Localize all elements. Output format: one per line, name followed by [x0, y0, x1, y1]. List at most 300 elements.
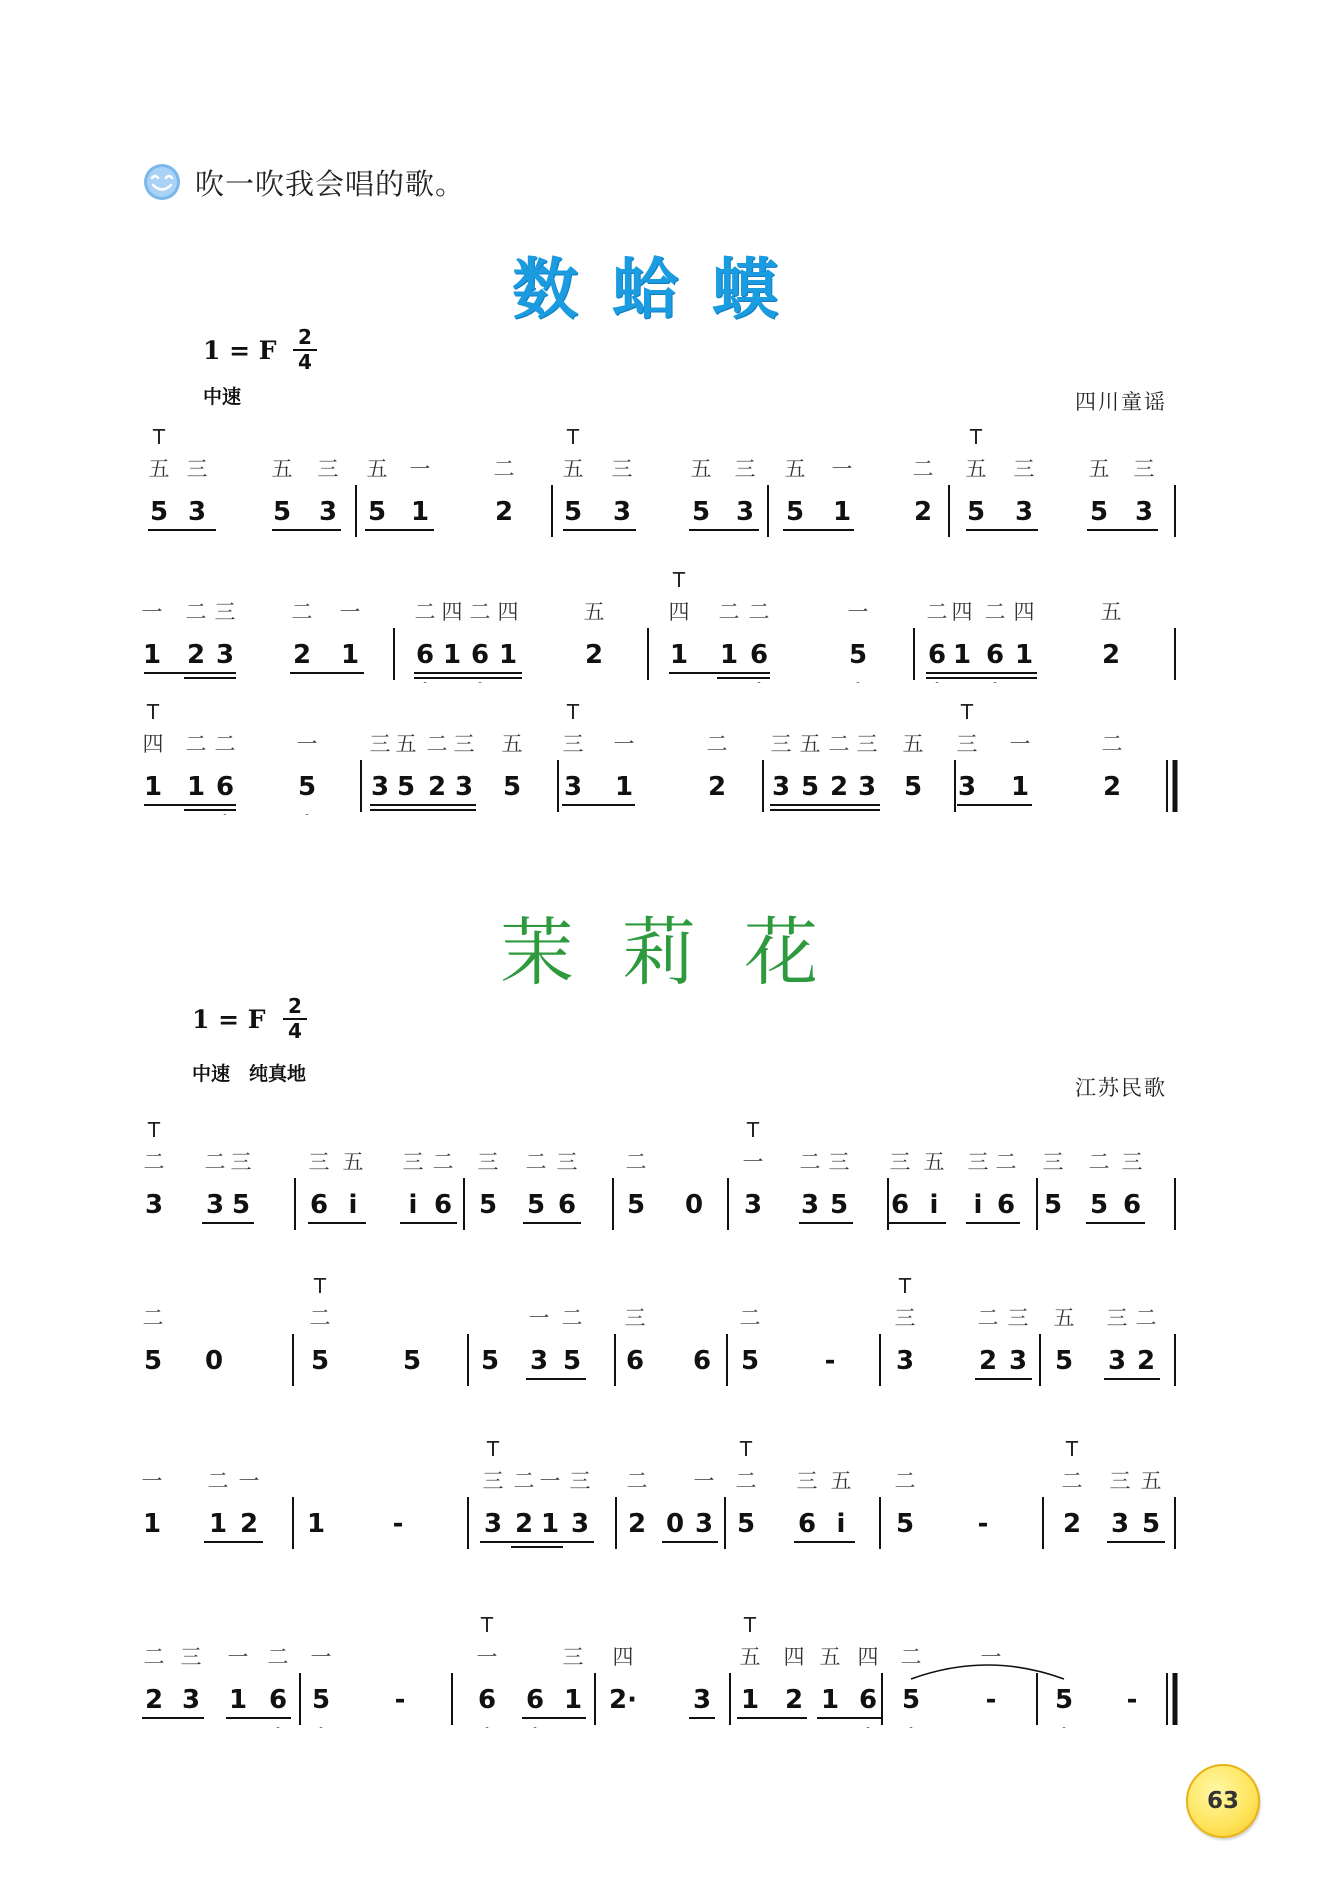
- fingering-label: 三: [1133, 457, 1155, 481]
- note-number: 6: [268, 1685, 288, 1715]
- note-number: 1: [563, 1685, 583, 1715]
- fingering-label: 五: [690, 457, 712, 481]
- note-number: -: [824, 1346, 836, 1376]
- note-number: 1: [540, 1509, 560, 1539]
- technique-mark: T: [1065, 1437, 1079, 1461]
- technique-mark: T: [480, 1613, 494, 1637]
- instruction: [143, 162, 465, 202]
- note-number: 5: [785, 497, 805, 527]
- fingering-label: 一: [296, 732, 318, 756]
- note-number: 3: [454, 772, 474, 802]
- fingering-label: 一: [693, 1469, 715, 1493]
- note-number: 5: [626, 1190, 646, 1220]
- fingering-label: 一: [847, 600, 869, 624]
- note-number: 2: [913, 497, 933, 527]
- note-number: 2: [829, 772, 849, 802]
- song-source-2: 江苏民歌: [1075, 1076, 1167, 1100]
- fingering-label: 五: [923, 1150, 945, 1174]
- fingering-label: 二: [926, 600, 948, 624]
- fingering-label: 三: [402, 1150, 424, 1174]
- fingering-label: 四: [1013, 600, 1035, 624]
- fingering-label: 一: [613, 732, 635, 756]
- fingering-label: 五: [271, 457, 293, 481]
- meter-bottom-1: 4: [298, 350, 312, 374]
- low-octave-dot: [318, 1727, 323, 1728]
- fingering-label: 二: [977, 1306, 999, 1330]
- fingering-label: 五: [965, 457, 987, 481]
- note-number: 5: [1043, 1190, 1063, 1220]
- fingering-label: 一: [528, 1306, 550, 1330]
- song-source-1: 四川童谣: [1075, 390, 1167, 414]
- key-signature-2: 1 = F: [192, 1005, 266, 1034]
- fingering-label: 四: [612, 1645, 634, 1669]
- note-number: 1: [719, 640, 739, 670]
- low-octave-dot: [1061, 1727, 1066, 1728]
- note-number: -: [977, 1509, 989, 1539]
- score-row: [140, 1437, 1180, 1552]
- note-number: 2: [627, 1509, 647, 1539]
- fingering-label: 二: [207, 1469, 229, 1493]
- fingering-label: 二: [414, 600, 436, 624]
- fingering-label: 三: [967, 1150, 989, 1174]
- note-number: 1: [1010, 772, 1030, 802]
- fingering-label: 一: [980, 1645, 1002, 1669]
- note-number: 6: [309, 1190, 329, 1220]
- fingering-label: 三: [889, 1150, 911, 1174]
- note-number: 2: [1062, 1509, 1082, 1539]
- low-octave-dot: [908, 1727, 913, 1728]
- fingering-label: 二: [1135, 1306, 1157, 1330]
- fingering-label: 二: [995, 1150, 1017, 1174]
- fingering-label: 二: [185, 732, 207, 756]
- note-number: 3: [205, 1190, 225, 1220]
- note-number: i: [408, 1190, 418, 1220]
- fingering-label: 三: [1109, 1469, 1131, 1493]
- fingering-label: 一: [831, 457, 853, 481]
- note-number: 6: [215, 772, 235, 802]
- note-number: -: [985, 1685, 997, 1715]
- note-number: 2: [144, 1685, 164, 1715]
- note-number: 1: [832, 497, 852, 527]
- tempo-marking-2: 中速 纯真地: [192, 1063, 307, 1085]
- fingering-label: 五: [1088, 457, 1110, 481]
- note-number: 5: [736, 1509, 756, 1539]
- fingering-label: 三: [180, 1645, 202, 1669]
- note-number: 2·: [609, 1685, 637, 1715]
- low-octave-dot: [484, 1727, 489, 1728]
- fingering-label: 二: [291, 600, 313, 624]
- note-number: 5: [478, 1190, 498, 1220]
- fingering-label: 三: [856, 732, 878, 756]
- note-number: 3: [318, 497, 338, 527]
- note-number: 3: [612, 497, 632, 527]
- note-number: 5: [367, 497, 387, 527]
- fingering-label: 四: [497, 600, 519, 624]
- low-octave-dot: [934, 682, 939, 683]
- note-number: 5: [272, 497, 292, 527]
- fingering-label: 五: [342, 1150, 364, 1174]
- note-number: 5: [1089, 1190, 1109, 1220]
- note-number: 0: [665, 1509, 685, 1539]
- fingering-label: 三: [1042, 1150, 1064, 1174]
- fingering-label: 三: [477, 1150, 499, 1174]
- note-number: 5: [903, 772, 923, 802]
- fingering-label: 一: [310, 1645, 332, 1669]
- fingering-label: 三: [956, 732, 978, 756]
- note-number: i: [929, 1190, 939, 1220]
- notation-lines: [140, 1118, 1190, 1233]
- note-number: 6: [749, 640, 769, 670]
- note-number: 5: [740, 1346, 760, 1376]
- notation-lines: [140, 1437, 1190, 1552]
- low-octave-dot: [275, 1727, 280, 1728]
- note-number: 1: [410, 497, 430, 527]
- note-number: 0: [204, 1346, 224, 1376]
- fingering-label: 一: [238, 1469, 260, 1493]
- note-number: -: [1126, 1685, 1138, 1715]
- note-number: 2: [1136, 1346, 1156, 1376]
- note-number: 3: [529, 1346, 549, 1376]
- fingering-label: 二: [143, 1645, 165, 1669]
- low-octave-dot: [477, 682, 482, 683]
- note-number: 6: [525, 1685, 545, 1715]
- note-number: 1: [952, 640, 972, 670]
- fingering-label: 三: [1007, 1306, 1029, 1330]
- note-number: 5: [829, 1190, 849, 1220]
- note-number: 1: [143, 772, 163, 802]
- notation-lines: [140, 568, 1190, 683]
- fingering-label: 二: [984, 600, 1006, 624]
- note-number: 2: [186, 640, 206, 670]
- note-number: 3: [187, 497, 207, 527]
- note-number: 5: [310, 1346, 330, 1376]
- low-octave-dot: [865, 1727, 870, 1728]
- score-row: [140, 568, 1180, 683]
- note-number: 6: [996, 1190, 1016, 1220]
- time-signature-2: [283, 996, 307, 1042]
- fingering-label: 五: [739, 1645, 761, 1669]
- fingering-label: 二: [143, 1150, 165, 1174]
- note-number: 1: [142, 1509, 162, 1539]
- fingering-label: 二: [309, 1306, 331, 1330]
- fingering-label: 三: [624, 1306, 646, 1330]
- note-number: 2: [1101, 640, 1121, 670]
- note-number: 3: [1107, 1346, 1127, 1376]
- note-number: 1: [142, 640, 162, 670]
- low-octave-dot: [304, 814, 309, 815]
- fingering-label: 五: [830, 1469, 852, 1493]
- note-number: 5: [297, 772, 317, 802]
- fingering-label: 三: [611, 457, 633, 481]
- note-number: 1: [740, 1685, 760, 1715]
- notation-lines: [140, 425, 1190, 540]
- note-number: i: [836, 1509, 846, 1539]
- fingering-label: 三: [734, 457, 756, 481]
- note-number: -: [394, 1685, 406, 1715]
- note-number: 5: [800, 772, 820, 802]
- note-number: 5: [1141, 1509, 1161, 1539]
- note-number: 5: [311, 1685, 331, 1715]
- note-number: 3: [144, 1190, 164, 1220]
- fingering-label: 五: [395, 732, 417, 756]
- note-number: 3: [735, 497, 755, 527]
- technique-mark: T: [898, 1274, 912, 1298]
- fingering-label: 四: [441, 600, 463, 624]
- technique-mark: T: [486, 1437, 500, 1461]
- fingering-label: 二: [828, 732, 850, 756]
- time-signature-1: [293, 327, 317, 373]
- note-number: 6: [985, 640, 1005, 670]
- fingering-label: 二: [426, 732, 448, 756]
- fingering-label: 四: [951, 600, 973, 624]
- technique-mark: T: [672, 568, 686, 592]
- fingering-label: 三: [569, 1469, 591, 1493]
- note-number: -: [392, 1509, 404, 1539]
- notation-lines: [140, 1274, 1190, 1389]
- low-octave-dot: [532, 1727, 537, 1728]
- note-number: 1: [186, 772, 206, 802]
- note-number: 3: [483, 1509, 503, 1539]
- instruction-text: 吹一吹我会唱的歌。: [195, 166, 466, 201]
- fingering-label: 三: [317, 457, 339, 481]
- note-number: 5: [848, 640, 868, 670]
- fingering-label: 三: [482, 1469, 504, 1493]
- note-number: 5: [402, 1346, 422, 1376]
- fingering-label: 五: [784, 457, 806, 481]
- note-number: 3: [743, 1190, 763, 1220]
- fingering-label: 三: [894, 1306, 916, 1330]
- key-signature-1: 1 = F: [203, 336, 277, 365]
- note-number: 6: [433, 1190, 453, 1220]
- fingering-label: 三: [556, 1150, 578, 1174]
- technique-mark: T: [739, 1437, 753, 1461]
- fingering-label: 五: [819, 1645, 841, 1669]
- fingering-label: 二: [525, 1150, 547, 1174]
- note-number: 1: [306, 1509, 326, 1539]
- fingering-label: 三: [562, 732, 584, 756]
- notation-lines: [140, 700, 1190, 815]
- note-number: 1: [1014, 640, 1034, 670]
- technique-mark: T: [566, 425, 580, 449]
- note-number: 6: [858, 1685, 878, 1715]
- note-number: 5: [1054, 1346, 1074, 1376]
- slur-tie: [911, 1665, 1064, 1679]
- fingering-label: 五: [501, 732, 523, 756]
- note-number: 5: [691, 497, 711, 527]
- fingering-label: 二: [706, 732, 728, 756]
- fingering-label: 二: [493, 457, 515, 481]
- fingering-label: 二: [626, 1469, 648, 1493]
- note-number: 5: [480, 1346, 500, 1376]
- fingering-label: 三: [796, 1469, 818, 1493]
- fingering-label: 五: [148, 457, 170, 481]
- low-octave-dot: [855, 682, 860, 683]
- fingering-label: 五: [902, 732, 924, 756]
- note-number: 3: [694, 1509, 714, 1539]
- fingering-label: 三: [369, 732, 391, 756]
- fingering-label: 二: [204, 1150, 226, 1174]
- note-number: 5: [526, 1190, 546, 1220]
- fingering-label: 三: [186, 457, 208, 481]
- note-number: 1: [614, 772, 634, 802]
- note-number: i: [973, 1190, 983, 1220]
- note-number: 6: [470, 640, 490, 670]
- note-number: 5: [901, 1685, 921, 1715]
- note-number: 1: [340, 640, 360, 670]
- fingering-label: 五: [1100, 600, 1122, 624]
- note-number: 2: [784, 1685, 804, 1715]
- note-number: 6: [557, 1190, 577, 1220]
- note-number: 2: [584, 640, 604, 670]
- technique-mark: T: [313, 1274, 327, 1298]
- note-number: 5: [396, 772, 416, 802]
- technique-mark: T: [746, 1118, 760, 1142]
- technique-mark: T: [743, 1613, 757, 1637]
- note-number: 3: [692, 1685, 712, 1715]
- fingering-label: 五: [1053, 1306, 1075, 1330]
- low-octave-dot: [222, 814, 227, 815]
- note-number: 5: [562, 1346, 582, 1376]
- fingering-label: 一: [539, 1469, 561, 1493]
- fingering-label: 三: [770, 732, 792, 756]
- note-number: 1: [820, 1685, 840, 1715]
- note-number: 5: [895, 1509, 915, 1539]
- score-row: [140, 700, 1180, 815]
- fingering-label: 二: [1101, 732, 1123, 756]
- note-number: i: [348, 1190, 358, 1220]
- fingering-label: 一: [409, 457, 431, 481]
- fingering-label: 五: [366, 457, 388, 481]
- technique-mark: T: [147, 1118, 161, 1142]
- fingering-label: 一: [476, 1645, 498, 1669]
- note-number: 5: [143, 1346, 163, 1376]
- fingering-label: 二: [214, 732, 236, 756]
- fingering-label: 二: [142, 1306, 164, 1330]
- page-number: 63: [1186, 1764, 1260, 1838]
- note-number: 3: [570, 1509, 590, 1539]
- note-number: 6: [625, 1346, 645, 1376]
- note-number: 6: [692, 1346, 712, 1376]
- note-number: 2: [978, 1346, 998, 1376]
- note-number: 1: [208, 1509, 228, 1539]
- fingering-label: 二: [432, 1150, 454, 1174]
- fingering-label: 五: [799, 732, 821, 756]
- note-number: 5: [1089, 497, 1109, 527]
- fingering-label: 二: [718, 600, 740, 624]
- note-number: 6: [927, 640, 947, 670]
- technique-mark: T: [969, 425, 983, 449]
- note-number: 3: [957, 772, 977, 802]
- fingering-label: 二: [561, 1306, 583, 1330]
- fingering-label: 二: [1088, 1150, 1110, 1174]
- fingering-label: 二: [739, 1306, 761, 1330]
- fingering-label: 二: [912, 457, 934, 481]
- fingering-label: 二: [513, 1469, 535, 1493]
- fingering-label: 一: [227, 1645, 249, 1669]
- low-octave-dot: [422, 682, 427, 683]
- note-number: 5: [149, 497, 169, 527]
- fingering-label: 五: [1140, 1469, 1162, 1493]
- note-number: 3: [895, 1346, 915, 1376]
- fingering-label: 一: [339, 600, 361, 624]
- note-number: 6: [1122, 1190, 1142, 1220]
- fingering-label: 三: [230, 1150, 252, 1174]
- fingering-label: 一: [1009, 732, 1031, 756]
- fingering-label: 四: [142, 732, 164, 756]
- technique-mark: T: [960, 700, 974, 724]
- note-number: 2: [514, 1509, 534, 1539]
- fingering-label: 二: [799, 1150, 821, 1174]
- tempo-marking-1: 中速: [203, 386, 242, 408]
- score-row: [140, 1274, 1180, 1389]
- technique-mark: T: [152, 425, 166, 449]
- note-number: 3: [1008, 1346, 1028, 1376]
- fingering-label: 三: [1013, 457, 1035, 481]
- score-row: [140, 425, 1180, 540]
- note-number: 6: [797, 1509, 817, 1539]
- note-number: 0: [684, 1190, 704, 1220]
- note-number: 3: [1110, 1509, 1130, 1539]
- note-number: 5: [1054, 1685, 1074, 1715]
- low-octave-dot: [992, 682, 997, 683]
- fingering-label: 五: [583, 600, 605, 624]
- fingering-label: 三: [1106, 1306, 1128, 1330]
- fingering-label: 三: [562, 1645, 584, 1669]
- notation-lines: [140, 1613, 1190, 1728]
- note-number: 1: [498, 640, 518, 670]
- note-number: 3: [215, 640, 235, 670]
- meter-top-1: 2: [298, 325, 312, 349]
- note-number: 2: [239, 1509, 259, 1539]
- fingering-label: 三: [214, 600, 236, 624]
- fingering-label: 五: [562, 457, 584, 481]
- low-octave-dot: [756, 682, 761, 683]
- meter-top-2: 2: [288, 994, 302, 1018]
- note-number: 1: [442, 640, 462, 670]
- fingering-label: 二: [900, 1645, 922, 1669]
- note-number: 6: [415, 640, 435, 670]
- note-number: 3: [1134, 497, 1154, 527]
- note-number: 6: [477, 1685, 497, 1715]
- fingering-label: 一: [141, 1469, 163, 1493]
- note-number: 3: [370, 772, 390, 802]
- score-row: [140, 1613, 1180, 1728]
- note-number: 2: [707, 772, 727, 802]
- fingering-label: 二: [1061, 1469, 1083, 1493]
- fingering-label: 四: [857, 1645, 879, 1669]
- note-number: 3: [800, 1190, 820, 1220]
- note-number: 2: [427, 772, 447, 802]
- note-number: 5: [966, 497, 986, 527]
- note-number: 1: [669, 640, 689, 670]
- fingering-label: 二: [894, 1469, 916, 1493]
- fingering-label: 四: [783, 1645, 805, 1669]
- fingering-label: 二: [735, 1469, 757, 1493]
- fingering-label: 三: [308, 1150, 330, 1174]
- fingering-label: 二: [185, 600, 207, 624]
- technique-mark: T: [566, 700, 580, 724]
- score-row: [140, 1118, 1180, 1233]
- song-title-1: 数蛤蟆: [512, 251, 812, 328]
- technique-mark: T: [146, 700, 160, 724]
- fingering-label: 一: [141, 600, 163, 624]
- fingering-label: 一: [742, 1150, 764, 1174]
- note-number: 5: [231, 1190, 251, 1220]
- note-number: 2: [494, 497, 514, 527]
- note-number: 5: [502, 772, 522, 802]
- smiley-face-icon: [143, 163, 181, 201]
- fingering-label: 二: [625, 1150, 647, 1174]
